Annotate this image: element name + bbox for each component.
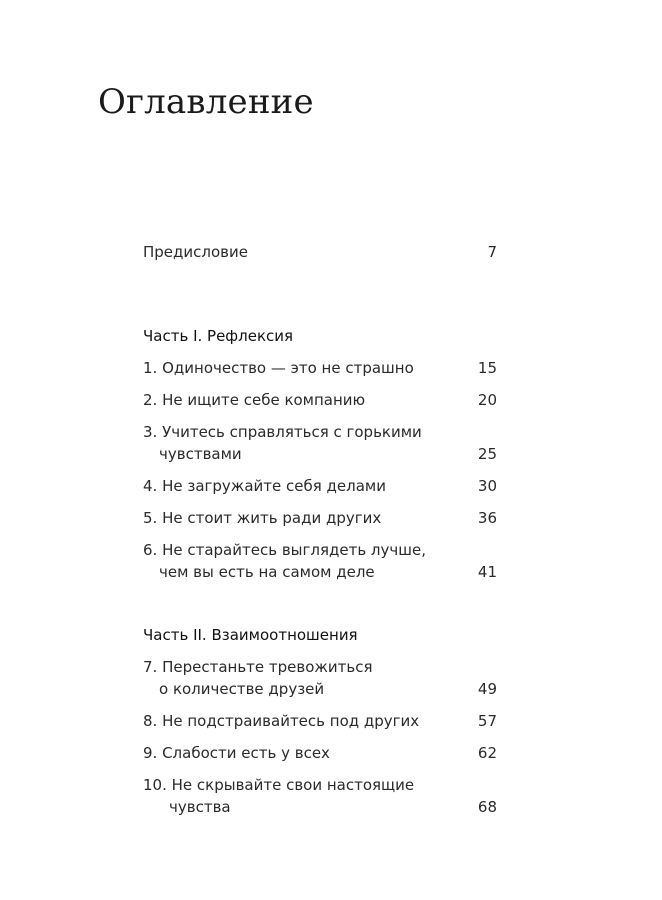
toc-entry-label: 6. Не старайтесь выглядеть лучше, bbox=[143, 541, 426, 559]
toc-page-number: 30 bbox=[477, 477, 497, 495]
toc-page-number: 49 bbox=[477, 680, 497, 698]
toc-entry-label: 5. Не стоит жить ради других bbox=[143, 509, 382, 527]
toc-page-number: 68 bbox=[477, 798, 497, 816]
page-title: Оглавление bbox=[98, 82, 314, 122]
toc-page-number: 41 bbox=[477, 563, 497, 581]
toc-entry-label: 8. Не подстраивайтесь под других bbox=[143, 712, 420, 730]
toc-page-number: 36 bbox=[477, 509, 497, 527]
toc-entry-label: 10. Не скрывайте свои настоящие bbox=[143, 776, 415, 794]
toc-entry-label-continued: чем вы есть на самом деле bbox=[159, 563, 375, 581]
toc-entry-label: 4. Не загружайте себя делами bbox=[143, 477, 386, 495]
toc-entry bbox=[143, 421, 497, 465]
toc-entry bbox=[143, 774, 497, 818]
toc-entry-label: 3. Учитесь справляться с горькими bbox=[143, 423, 422, 441]
toc-entry-preface bbox=[143, 241, 497, 263]
toc-page-number: 62 bbox=[477, 744, 497, 762]
toc-entry-label-continued: чувствами bbox=[159, 445, 242, 463]
toc-entry bbox=[143, 389, 497, 411]
part-title: Часть II. Взаимоотношения bbox=[143, 626, 358, 644]
toc-entry-label: 2. Не ищите себе компанию bbox=[143, 391, 366, 409]
toc-entry-label: Предисловие bbox=[143, 243, 248, 261]
toc-entry-label-continued: чувства bbox=[169, 798, 231, 816]
table-of-contents bbox=[143, 241, 497, 818]
part-title: Часть I. Рефлексия bbox=[143, 327, 294, 345]
toc-entry bbox=[143, 475, 497, 497]
toc-entry bbox=[143, 656, 497, 700]
toc-entry-label: 7. Перестаньте тревожиться bbox=[143, 658, 373, 676]
toc-page-number: 25 bbox=[477, 445, 497, 463]
toc-page-number: 7 bbox=[487, 243, 497, 261]
toc-page-number: 57 bbox=[477, 712, 497, 730]
toc-page-number: 20 bbox=[477, 391, 497, 409]
toc-entry bbox=[143, 742, 497, 764]
toc-entry-label: 9. Слабости есть у всех bbox=[143, 744, 330, 762]
toc-page-number: 15 bbox=[477, 359, 497, 377]
toc-entry bbox=[143, 710, 497, 732]
toc-entry bbox=[143, 539, 497, 583]
toc-entry-label-continued: о количестве друзей bbox=[159, 680, 325, 698]
toc-entry bbox=[143, 507, 497, 529]
toc-entry bbox=[143, 357, 497, 379]
toc-entry-label: 1. Одиночество — это не страшно bbox=[143, 359, 414, 377]
